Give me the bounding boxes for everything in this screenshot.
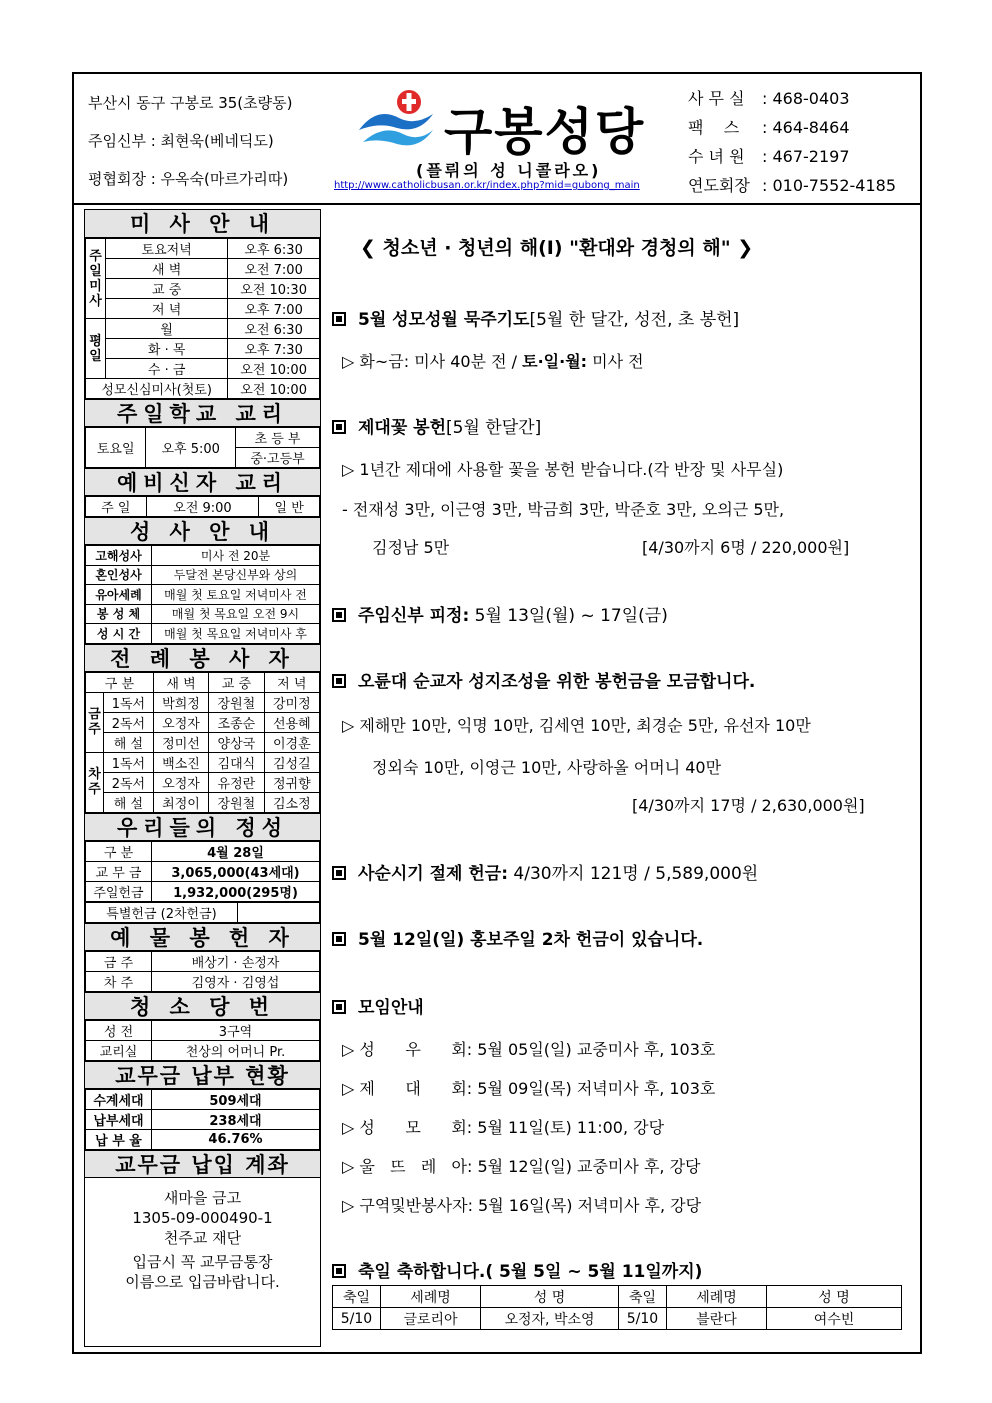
section-title: 주임신부 피정: — [358, 606, 470, 626]
offering-table — [85, 841, 320, 902]
contact-label: 연도회장 — [688, 176, 750, 195]
feast-cell: 블란다 — [667, 1308, 767, 1330]
bullet-icon — [332, 420, 346, 434]
meeting-item: ▷ 울 뜨 레 아: 5월 12일(일) 교중미사 후, 강당 — [342, 1157, 701, 1176]
tithe-label: 수계세대 — [86, 1089, 152, 1109]
cleaning-table — [85, 1020, 320, 1061]
sacrament-name: 유아세례 — [86, 585, 152, 605]
servers-cell: 정귀향 — [264, 772, 319, 792]
servers-cell: 장원철 — [209, 692, 264, 712]
cleaning-label: 교리실 — [86, 1040, 152, 1060]
account-bank: 새마을 금고 — [163, 1188, 242, 1207]
feast-cell: 5/10 — [619, 1308, 667, 1330]
school-time: 오후 5:00 — [146, 428, 236, 468]
text: 토·일·월: — [522, 352, 588, 371]
servers-role: 2독서 — [104, 772, 154, 792]
sacrament-info: 매월 첫 토요일 저녁미사 전 — [152, 585, 320, 605]
section-retreat — [332, 601, 668, 626]
gift-label: 금 주 — [86, 951, 152, 971]
tithe-label: 납부세대 — [86, 1109, 152, 1129]
section-title: 5월 12일(일) 홍보주일 2차 헌금이 있습니다. — [358, 930, 704, 950]
section-shrine — [332, 667, 755, 692]
servers-table — [85, 672, 320, 813]
bullet-icon — [332, 1000, 346, 1014]
cate-type: 일 반 — [259, 497, 320, 517]
servers-cell: 백소진 — [153, 752, 208, 772]
flowers-detail: ▷ 1년간 제대에 사용할 꽃을 봉헌 받습니다.(각 반장 및 사무실) — [342, 460, 784, 479]
parish-url-link[interactable]: http://www.catholicbusan.or.kr/index.php?mid=gubong_main — [334, 180, 640, 191]
sacrament-name: 성 시 간 — [86, 624, 152, 644]
section-note: 4/30까지 121명 / 5,589,000원 — [508, 864, 759, 884]
section-lent — [332, 859, 758, 884]
sacrament-info: 매월 첫 목요일 오전 9시 — [152, 604, 320, 624]
servers-cell: 선용혜 — [264, 712, 319, 732]
mass-name: 교 중 — [106, 279, 228, 299]
sacrament-section-title: 성 사 안 내 — [85, 517, 320, 545]
contact-row — [688, 142, 896, 171]
servers-cell: 박희정 — [153, 692, 208, 712]
special-offering-table — [85, 902, 320, 923]
offering-value — [238, 902, 320, 922]
meeting-item: ▷ 구역및반봉사자: 5월 16일(목) 저녁미사 후, 강당 — [342, 1196, 702, 1215]
gift-section-title: 예 물 봉 헌 자 — [85, 923, 320, 951]
servers-cell: 최정이 — [153, 792, 208, 812]
account-note: 입금시 꼭 교무금통장 — [132, 1252, 273, 1271]
servers-header: 저 녁 — [264, 672, 319, 692]
sacrament-name: 고해성사 — [86, 546, 152, 566]
school-table — [85, 427, 320, 468]
mass-time: 오전 6:30 — [228, 319, 320, 339]
servers-header: 구 분 — [86, 672, 154, 692]
catechumen-section-title: 예비신자 교리 — [85, 468, 320, 496]
section-title: 제대꽃 봉헌 — [358, 418, 447, 438]
flowers-donors: 김정남 5만 — [372, 538, 450, 557]
account-holder: 천주교 재단 — [163, 1228, 242, 1247]
servers-cell: 조종순 — [209, 712, 264, 732]
contact-label: 팩 스 — [688, 118, 740, 137]
tithe-table — [85, 1089, 320, 1150]
servers-section-title: 전 례 봉 사 자 — [85, 644, 320, 672]
servers-cell: 강미정 — [264, 692, 319, 712]
flowers-donors: - 전재성 3만, 이근영 3만, 박금희 3만, 박준호 3만, 오의근 5만, — [342, 500, 785, 519]
feast-table — [332, 1285, 902, 1330]
shrine-total: [4/30까지 17명 / 2,630,000원] — [632, 796, 865, 815]
contact-value: : 468-0403 — [762, 89, 850, 108]
cleaning-value: 3구역 — [152, 1020, 320, 1040]
offering-value: 3,065,000(43세대) — [152, 861, 320, 881]
mass-time: 오전 10:00 — [228, 379, 320, 399]
school-day: 토요일 — [86, 428, 146, 468]
servers-role: 1독서 — [104, 752, 154, 772]
servers-cell: 정미선 — [153, 732, 208, 752]
contact-row — [688, 84, 896, 113]
this-week-label: 금주 — [86, 692, 104, 752]
text: 미사 전 — [587, 352, 644, 371]
tithe-value: 509세대 — [152, 1089, 320, 1109]
mass-time: 오후 7:00 — [228, 299, 320, 319]
cate-time: 오전 9:00 — [146, 497, 259, 517]
servers-header: 새 벽 — [153, 672, 208, 692]
gift-value: 김영자 · 김영섭 — [152, 971, 320, 991]
section-title: 사순시기 절제 헌금: — [358, 864, 509, 884]
mass-name: 화 · 목 — [106, 339, 228, 359]
mass-time: 오후 6:30 — [228, 239, 320, 259]
contact-label: 수 녀 원 — [688, 147, 745, 166]
tithe-label: 납 부 율 — [86, 1129, 152, 1149]
meeting-item: ▷ 성 모 회: 5월 11일(토) 11:00, 강당 — [342, 1118, 665, 1137]
school-group: 중·고등부 — [236, 448, 320, 468]
servers-role: 1독서 — [104, 692, 154, 712]
contacts — [688, 84, 896, 200]
mass-name: 새 벽 — [106, 259, 228, 279]
servers-cell: 오정자 — [153, 772, 208, 792]
section-note: [5월 한 달간, 성전, 초 봉헌] — [529, 310, 740, 330]
bullet-icon — [332, 866, 346, 880]
servers-cell: 장원철 — [209, 792, 264, 812]
servers-cell: 김대식 — [209, 752, 264, 772]
servers-cell: 유정란 — [209, 772, 264, 792]
meeting-item: ▷ 제 대 회: 5월 09일(목) 저녁미사 후, 103호 — [342, 1079, 716, 1098]
feast-header: 축일 — [333, 1286, 381, 1308]
section-second-collection — [332, 925, 703, 950]
school-group: 초 등 부 — [236, 428, 320, 448]
offering-label: 교 무 금 — [86, 861, 152, 881]
mass-name: 저 녁 — [106, 299, 228, 319]
section-note: 5월 13일(월) ~ 17일(금) — [469, 606, 668, 626]
servers-role: 2독서 — [104, 712, 154, 732]
offering-label: 특별헌금 (2차헌금) — [86, 902, 238, 922]
sacrament-info: 매월 첫 목요일 저녁미사 후 — [152, 624, 320, 644]
section-note: [5월 한달간] — [446, 418, 542, 438]
tithe-value: 46.76% — [152, 1129, 320, 1149]
mass-time: 오전 7:00 — [228, 259, 320, 279]
address: 부산시 동구 구봉로 35(초량동) — [88, 94, 293, 112]
bullet-icon — [332, 932, 346, 946]
contact-label: 사 무 실 — [688, 89, 745, 108]
mass-name: 수 · 금 — [106, 359, 228, 379]
text: 미사 40분 전 / — [409, 352, 523, 371]
mass-time: 오후 7:30 — [228, 339, 320, 359]
council-president: 평협회장 : 우옥숙(마르가리따) — [88, 170, 289, 188]
mass-section-title: 미 사 안 내 — [85, 210, 320, 238]
sacrament-name: 봉 성 체 — [86, 604, 152, 624]
offering-label: 구 분 — [86, 841, 152, 861]
feast-header: 성 명 — [767, 1286, 902, 1308]
servers-cell: 이경훈 — [264, 732, 319, 752]
feast-cell: 오정자, 박소영 — [481, 1308, 619, 1330]
pastor: 주임신부 : 최현욱(베네딕도) — [88, 132, 274, 150]
sacrament-table — [85, 545, 320, 644]
feast-header: 세례명 — [381, 1286, 481, 1308]
servers-cell: 오정자 — [153, 712, 208, 732]
feast-cell: 여수빈 — [767, 1308, 902, 1330]
tithe-value: 238세대 — [152, 1109, 320, 1129]
meeting-item: ▷ 성 우 회: 5월 05일(일) 교중미사 후, 103호 — [342, 1040, 716, 1059]
parish-subtitle: (플뤼의 성 니콜라오) — [416, 161, 602, 180]
servers-header: 교 중 — [209, 672, 264, 692]
mass-time: 오전 10:30 — [228, 279, 320, 299]
section-rosary — [332, 305, 739, 330]
parish-title: 구봉성당 — [444, 103, 646, 161]
flowers-total: [4/30까지 6명 / 220,000원] — [642, 538, 850, 557]
cleaning-label: 성 전 — [86, 1020, 152, 1040]
gift-label: 차 주 — [86, 971, 152, 991]
bullet-icon — [332, 608, 346, 622]
offering-section-title: 우리들의 정성 — [85, 813, 320, 841]
contact-value: : 467-2197 — [762, 147, 850, 166]
bullet-icon — [332, 1264, 346, 1278]
shrine-donors: ▷ 제해만 10만, 익명 10만, 김세연 10만, 최경순 5만, 유선자 10만 — [342, 716, 811, 735]
bullet-icon — [332, 312, 346, 326]
gift-value: 배상기 · 손정자 — [152, 951, 320, 971]
section-title: 오륜대 순교자 성지조성을 위한 봉헌금을 모금합니다. — [358, 672, 756, 692]
account-info — [85, 1178, 320, 1292]
feast-header: 축일 — [619, 1286, 667, 1308]
mass-time: 오전 10:00 — [228, 359, 320, 379]
mass-name: 월 — [106, 319, 228, 339]
mass-name: 성모신심미사(첫토) — [86, 379, 228, 399]
cleaning-section-title: 청 소 당 번 — [85, 992, 320, 1020]
cleaning-value: 천상의 어머니 Pr. — [152, 1040, 320, 1060]
servers-cell: 김성길 — [264, 752, 319, 772]
headline: ❮ 청소년 · 청년의 해(I) "환대와 경청의 해" ❯ — [360, 237, 754, 259]
school-section-title: 주일학교 교리 — [85, 399, 320, 427]
offering-label: 주일헌금 — [86, 881, 152, 901]
gift-table — [85, 951, 320, 992]
servers-cell: 김소정 — [264, 792, 319, 812]
contact-value: : 464-8464 — [762, 118, 850, 137]
contact-row — [688, 171, 896, 200]
sacrament-info: 미사 전 20분 — [152, 546, 320, 566]
bullet-icon — [332, 674, 346, 688]
section-title: 모임안내 — [358, 998, 424, 1018]
account-section-title: 교무금 납입 계좌 — [85, 1150, 320, 1178]
sacrament-info: 두달전 본당신부와 상의 — [152, 565, 320, 585]
sacrament-name: 혼인성사 — [86, 565, 152, 585]
sunday-mass-label: 주일미사 — [86, 239, 106, 319]
feast-header: 성 명 — [481, 1286, 619, 1308]
mass-table — [85, 238, 320, 399]
offering-value: 1,932,000(295명) — [152, 881, 320, 901]
servers-role: 해 설 — [104, 792, 154, 812]
catechumen-table — [85, 496, 320, 517]
shrine-donors: 정외숙 10만, 이영근 10만, 사랑하올 어머니 40만 — [372, 758, 722, 777]
feast-cell: 글로리아 — [381, 1308, 481, 1330]
contact-value: : 010-7552-4185 — [762, 176, 896, 195]
header — [74, 74, 920, 205]
account-number: 1305-09-000490-1 — [132, 1208, 273, 1227]
cate-day: 주 일 — [86, 497, 147, 517]
feast-header: 세례명 — [667, 1286, 767, 1308]
section-title: 축일 축하합니다.( 5월 5일 ~ 5월 11일까지) — [358, 1262, 703, 1282]
weekday-mass-label: 평일 — [86, 319, 106, 379]
text: ▷ 화~금: — [342, 352, 410, 371]
section-feast — [332, 1257, 702, 1282]
offering-value: 4월 28일 — [152, 841, 320, 861]
contact-row — [688, 113, 896, 142]
section-title: 5월 성모성월 묵주기도 — [358, 310, 530, 330]
section-flowers — [332, 413, 541, 438]
mass-name: 토요저녁 — [106, 239, 228, 259]
tithe-section-title: 교무금 납부 현황 — [85, 1061, 320, 1089]
account-note: 이름으로 입금바랍니다. — [125, 1272, 280, 1291]
servers-role: 해 설 — [104, 732, 154, 752]
parish-logo-icon — [357, 88, 435, 150]
section-meetings — [332, 993, 424, 1018]
next-week-label: 차주 — [86, 752, 104, 812]
servers-cell: 양상국 — [209, 732, 264, 752]
sidebar — [84, 209, 321, 1347]
rosary-detail — [342, 349, 644, 372]
feast-cell: 5/10 — [333, 1308, 381, 1330]
bulletin-frame — [72, 72, 922, 1354]
